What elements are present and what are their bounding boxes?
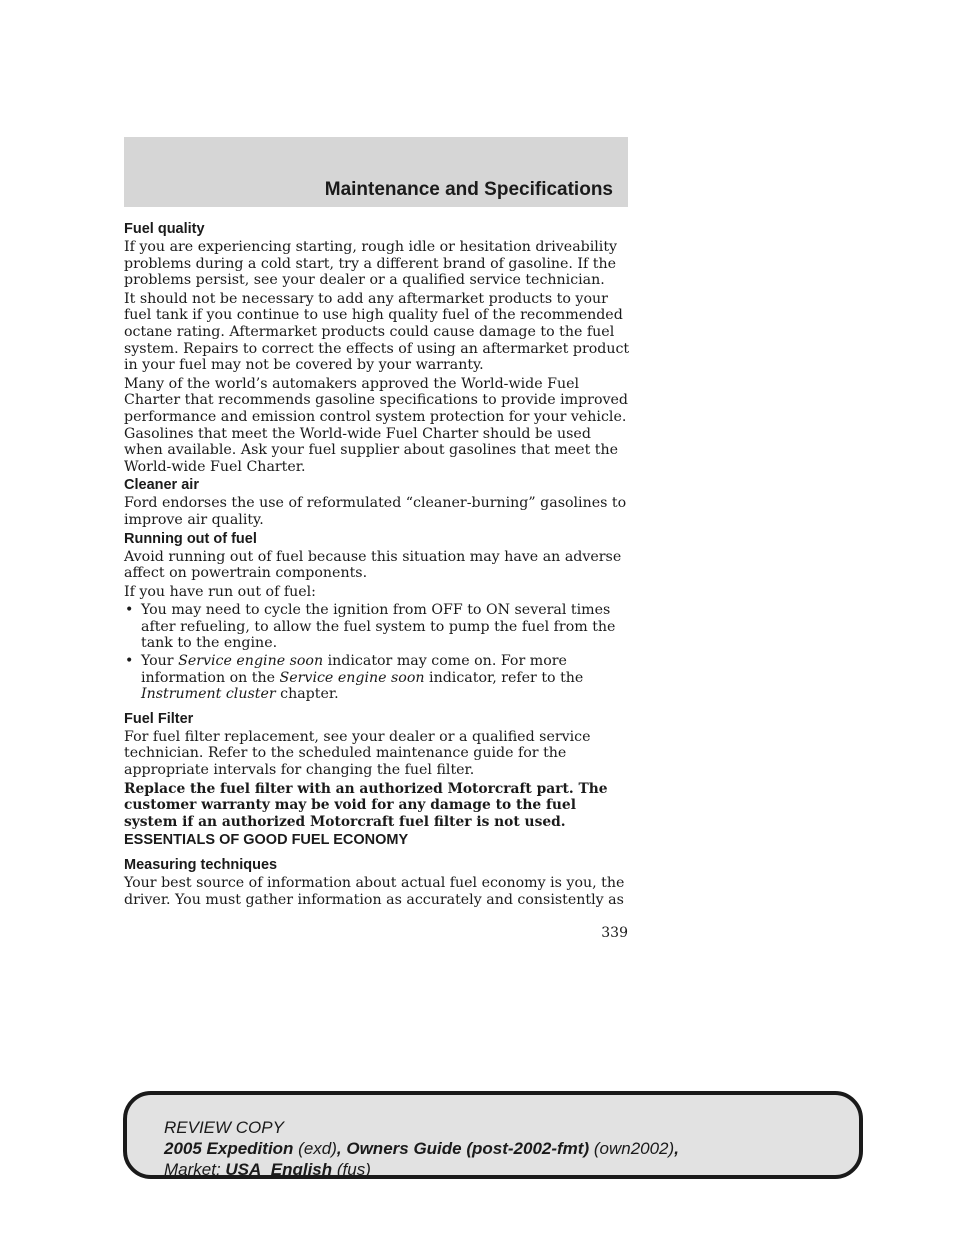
page-number: 339	[601, 925, 628, 941]
text-run: chapter.	[275, 686, 339, 703]
review-copy-label: REVIEW COPY	[164, 1118, 284, 1137]
chapter-reference: Instrument cluster	[141, 686, 276, 703]
market-label: Market:	[164, 1160, 226, 1179]
bullet-icon: •	[125, 653, 134, 670]
paragraph: If you have run out of fuel:	[124, 583, 316, 600]
paragraph: If you are experiencing starting, rough idle or hesitation driveability problems during a cold start, try a different brand of gasoline. If the problems persist, see your dealer or a qualified service technician.	[124, 239, 618, 289]
text-run: Your	[141, 653, 179, 670]
paragraph: For fuel filter replacement, see your dealer or a qualified service technician. Refer to the scheduled maintenance guide for the appropriate intervals for changing the fuel filter.	[124, 728, 591, 779]
heading-fuel-quality: Fuel quality	[124, 221, 205, 237]
section-title: Maintenance and Specifications	[324, 179, 613, 200]
list-item	[124, 653, 630, 703]
indicator-name: Service engine soon	[279, 669, 425, 686]
paragraph: Ford endorses the use of reformulated “cleaner-burning” gasolines to improve air quality.	[124, 495, 627, 528]
list-item	[124, 602, 630, 652]
review-copy-market-line	[164, 1159, 679, 1180]
review-copy-text	[164, 1117, 679, 1180]
heading-fuel-filter: Fuel Filter	[124, 710, 194, 727]
warning-paragraph: Replace the fuel filter with an authorized Motorcraft part. The customer warranty may be void for any damage to the fuel system if an authorized Motorcraft fuel filter is not used.	[124, 780, 608, 830]
text-run: indicator may come on. For more information on the	[141, 653, 567, 686]
guide-name: Owners Guide (post-2002-fmt)	[346, 1139, 590, 1158]
heading-essentials: ESSENTIALS OF GOOD FUEL ECONOMY	[124, 832, 409, 849]
list-item-text: You may need to cycle the ignition from OFF to ON several times after refueling, to allow the fuel system to pump the fuel from the tank to the engine.	[141, 602, 616, 652]
model-code: (exd)	[293, 1139, 337, 1158]
review-copy-box	[123, 1091, 863, 1179]
model-name: 2005 Expedition	[164, 1139, 294, 1158]
guide-code: (own2002)	[589, 1139, 675, 1158]
market-name: USA_English	[225, 1160, 333, 1179]
paragraph: Many of the world’s automakers approved the World-wide Fuel Charter that recommends gasoline specifications to provide improved performance and emission control system protection for your vehicle. Gasolines that meet the World-wide Fuel Charter should be used when available. Ask your fuel supplier about gasolines that meet the World-wide Fuel Charter.	[124, 375, 628, 475]
heading-measuring-techniques: Measuring techniques	[124, 857, 278, 874]
paragraph: Your best source of information about actual fuel economy is you, the driver. You must gather information as accurately and consistently as	[124, 875, 625, 908]
indicator-name: Service engine soon	[178, 653, 324, 670]
market-code: (fus)	[332, 1160, 371, 1179]
section-header-band	[124, 137, 628, 207]
paragraph: It should not be necessary to add any aftermarket products to your fuel tank if you continue to use high quality fuel of the recommended octane rating. Aftermarket products could cause damage to the fuel system. Repairs to correct the effects of using an aftermarket product in your fuel may not be covered by your warranty.	[124, 290, 630, 374]
heading-running-out-of-fuel: Running out of fuel	[124, 530, 257, 547]
page-body	[124, 221, 630, 911]
bullet-icon: •	[125, 602, 134, 619]
heading-cleaner-air: Cleaner air	[124, 477, 199, 494]
text-run: indicator, refer to the	[424, 669, 584, 686]
review-copy-product-line: 2005 Expedition (exd), Owners Guide (post-2002-fmt) (own2002),	[164, 1139, 679, 1158]
list-item-text	[141, 653, 583, 702]
bullet-list	[124, 602, 630, 703]
paragraph: Avoid running out of fuel because this situation may have an adverse affect on powertrain components.	[124, 548, 622, 582]
